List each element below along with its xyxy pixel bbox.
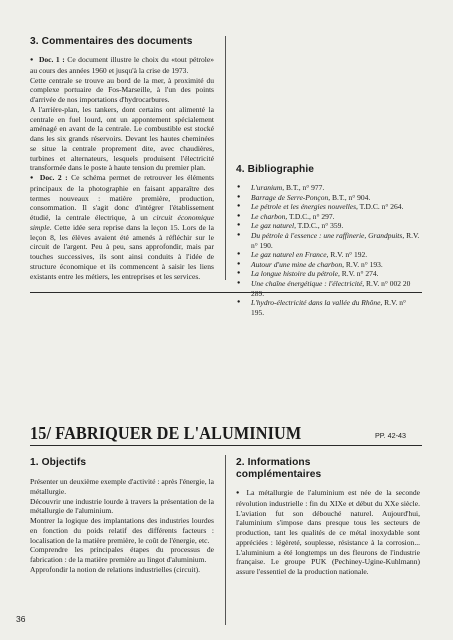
doc1-text: Ce document illustre le choix du «tout pétrole» au cours des années 1960 et jusqu'à la crise de 1973. bbox=[30, 55, 215, 75]
informations-paragraph bbox=[236, 488, 420, 577]
section-divider bbox=[30, 292, 422, 293]
paragraph: Comprendre les principales étapes du processus de fabrication : de la matière première au lingot d'aluminium. bbox=[30, 545, 214, 564]
bibliography-item bbox=[236, 269, 420, 279]
commentaires-column bbox=[30, 36, 214, 281]
bibliography-item bbox=[236, 212, 420, 222]
section-heading-commentaires: 3. Commentaires des documents bbox=[30, 36, 193, 47]
column-divider bbox=[225, 455, 226, 625]
bibliography-ref: , B.T., n° 977. bbox=[282, 183, 325, 192]
column-divider bbox=[225, 36, 226, 280]
bibliography-list bbox=[236, 183, 420, 317]
doc2-text-continued: . Cette idée sera reprise dans la leçon 15. Lors de la leçon 8, les élèves avaient été amenés à réfléchir sur le circuit de l'argent. Peu à peu, sans approfondir, mais par touches successives, ils sont ainsi conduits à l'idée de structure économique et ils commencent à saisir les liens existants entre les métiers, les entreprises et les services. bbox=[30, 222, 214, 281]
bibliography-title: Le pétrole et les énergies nouvelles bbox=[251, 202, 357, 212]
bibliography-title: Une chaîne énergétique : l'électricité bbox=[251, 278, 363, 288]
bullet-icon bbox=[30, 55, 39, 64]
bibliography-ref: , T.D.C., n° 297. bbox=[285, 211, 335, 221]
section-heading-bibliographie: 4. Bibliographie bbox=[236, 164, 315, 175]
bullet-icon bbox=[236, 488, 246, 497]
bibliography-item bbox=[236, 231, 420, 250]
title-underline bbox=[30, 445, 422, 446]
bibliography-item bbox=[236, 183, 420, 193]
bibliography-title: Barrage de Serre-Ponçon bbox=[251, 192, 329, 202]
bibliography-ref: , R.V. n° 195. bbox=[251, 298, 406, 317]
doc2-paragraph bbox=[30, 173, 214, 281]
bibliography-item bbox=[236, 260, 420, 270]
bibliography-ref: , R.V. n° 192. bbox=[326, 250, 368, 260]
bullet-icon bbox=[30, 173, 40, 182]
informations-column bbox=[236, 455, 420, 577]
bibliography-item bbox=[236, 202, 420, 212]
bibliography-title: Le charbon bbox=[251, 211, 286, 221]
doc2-text: Ce schéma permet de retrouver les éléments principaux de la photographie en faisant apparaître des termes nouveaux : matière première, production, consommation. Il s'agit donc d'intégrer l'établissement étudié, la centrale électrique, à un bbox=[30, 173, 214, 222]
bibliography-title: L'hydro-électricité dans la vallée du Rhône bbox=[251, 298, 381, 308]
bibliography-title: Autour d'une mine de charbon bbox=[251, 259, 343, 269]
bibliography-ref: , T.D.C., n° 359. bbox=[294, 221, 344, 231]
bibliography-title: Du pétrole à l'essence : une raffinerie, Grandpuits bbox=[251, 230, 403, 240]
heading-line: complémentaires bbox=[236, 469, 322, 480]
paragraph: Montrer la logique des implantations des industries lourdes en fonction du poids relatif des différents facteurs : localisation de la matière première, le coût de l'énergie, etc. bbox=[30, 516, 214, 545]
paragraph: Présenter un deuxième exemple d'activité : après l'énergie, la métallurgie. bbox=[30, 477, 214, 496]
bibliography-item bbox=[236, 221, 420, 231]
doc2-label: Doc. 2 : bbox=[39, 173, 68, 182]
page-reference: PP. 42-43 bbox=[375, 431, 407, 440]
chapter-title: 15/ FABRIQUER DE L'ALUMINIUM bbox=[30, 423, 302, 443]
doc2-emphasis: circuit économique simple bbox=[30, 213, 214, 232]
objectifs-column bbox=[30, 455, 214, 575]
page-number: 36 bbox=[16, 614, 26, 624]
paragraph: A l'arrière-plan, les tankers, dont certains ont alimenté la centrale en fuel lourd, ont un appontement spécialement aménagé en avant de la centrale. Le combustible est stocké dans les six grands réservoirs. Devant les hautes cheminées se situe la centrale proprement dite, avec chaudières, turbines et alternateurs, lesquels produisent l'électricité transformée dans le poste à haute tension du premier plan. bbox=[30, 104, 214, 173]
doc1-paragraph bbox=[30, 55, 214, 76]
bibliographie-column bbox=[236, 164, 420, 317]
bibliography-ref: , R.V. n° 274. bbox=[337, 269, 379, 279]
bibliography-item bbox=[236, 298, 420, 317]
informations-text: La métallurgie de l'aluminium est née de la seconde révolution industrielle : fin du XIXe et début du XXe siècle. L'aviation fut son débouché naturel. Aujourd'hui, l'aluminium s'impose dans presque tous les secteurs de production, tant les qualités de ce métal inoxydable sont appréciées : légèreté, souplesse, résistance à la corrosion... L'aluminium a été longtemps un des fleurons de l'industrie française. Le groupe PUK (Pechiney-Ugine-Kuhlmann) assure l'essentiel de la production nationale. bbox=[236, 488, 421, 576]
bibliography-ref: , B.T., n° 904. bbox=[328, 192, 371, 202]
paragraph: Approfondir la notion de relations industrielles (circuit). bbox=[30, 564, 200, 574]
bibliography-title: L'uranium bbox=[251, 183, 283, 192]
bibliography-ref: , R.V. n° 190. bbox=[251, 230, 420, 250]
bibliography-title: Le gaz naturel en France bbox=[251, 250, 327, 260]
paragraph: Découvrir une industrie lourde à travers la présentation de la métallurgie de l'aluminium. bbox=[30, 496, 214, 516]
bibliography-item bbox=[236, 250, 420, 260]
bibliography-title: La longue histoire du pétrole bbox=[251, 269, 338, 279]
bibliography-item bbox=[236, 279, 420, 298]
section-heading-informations bbox=[236, 457, 420, 481]
bibliography-ref: , R.V. n° 193. bbox=[342, 259, 383, 269]
paragraph: Cette centrale se trouve au bord de la mer, à proximité du complexe portuaire de Fos-Marseille, à l'un des points d'arrivée de nos importations d'hydrocarbures. bbox=[30, 75, 214, 104]
heading-line: 2. Informations bbox=[236, 457, 311, 468]
bibliography-ref: , R.V. n° 002 20 289. bbox=[251, 278, 411, 298]
doc1-label: Doc. 1 : bbox=[38, 55, 65, 64]
bibliography-title: Le gaz naturel bbox=[251, 221, 295, 231]
bibliography-item bbox=[236, 193, 420, 203]
section-heading-objectifs: 1. Objectifs bbox=[30, 457, 87, 468]
bibliography-ref: , T.D.C. n° 264. bbox=[356, 202, 404, 212]
